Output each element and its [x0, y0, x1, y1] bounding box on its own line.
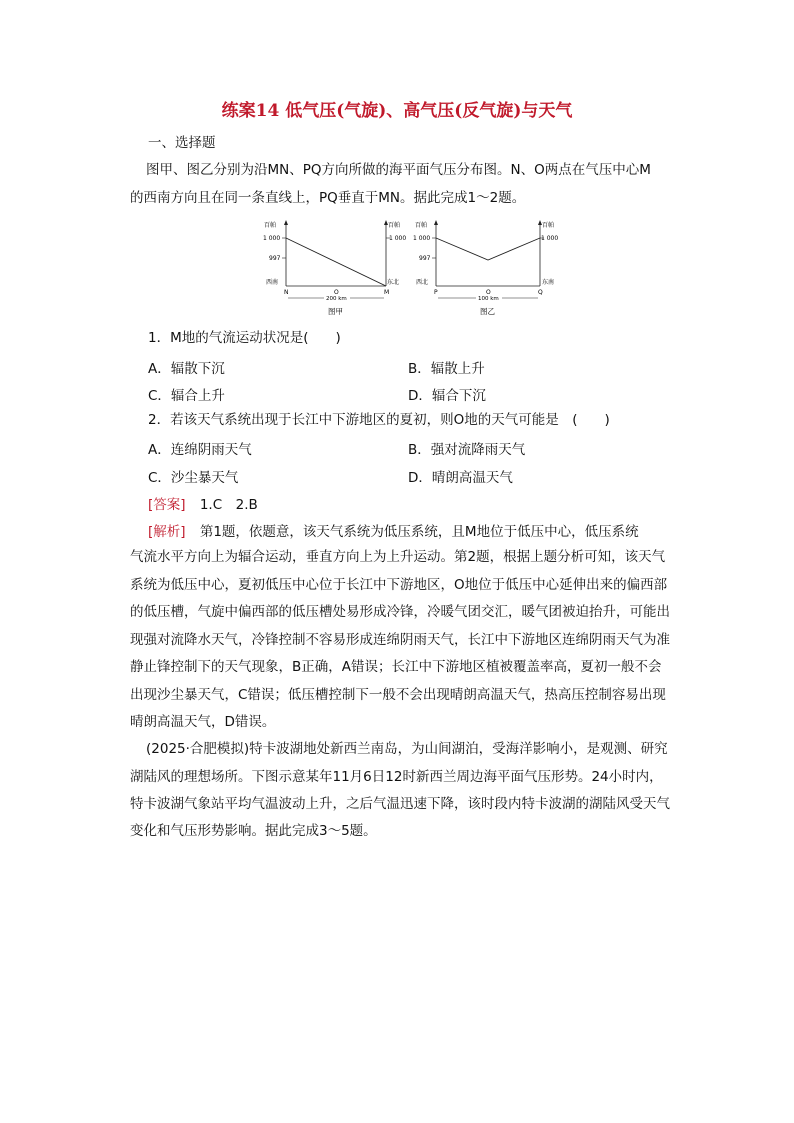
question-2-option-c: C．沙尘暴天气	[148, 470, 239, 486]
jia-label-997: 997	[269, 255, 281, 262]
yi-label-997: 997	[419, 255, 431, 262]
pressure-figures	[258, 214, 558, 322]
yi-dir-left: 西北	[416, 279, 429, 286]
intro-line-1: 图甲、图乙分别为沿MN、PQ方向所做的海平面气压分布图。N、O两点在气压中心M	[146, 162, 651, 178]
page-title: 练案14 低气压(气旋)、高气压(反气旋)与天气	[221, 101, 573, 121]
material-line-1: (2025·合肥模拟)特卡波湖地处新西兰南岛，为山间湖泊，受海洋影响小，是观测、研究	[146, 741, 668, 757]
analysis-line-6: 静止锋控制下的天气现象，B正确，A错误；长江中下游地区植被覆盖率高，夏初一般不会	[130, 659, 662, 675]
analysis-line-4: 的低压槽，气旋中偏西部的低压槽处易形成冷锋，冷暖气团交汇，暖气团被迫抬升，可能出	[130, 604, 670, 620]
question-2-option-b: B．强对流降雨天气	[408, 442, 526, 458]
analysis-line-1	[148, 520, 639, 540]
analysis-line-2: 气流水平方向上为辐合运动，垂直方向上为上升运动。第2题，根据上题分析可知，该天气	[130, 549, 666, 565]
jia-distance: 200 km	[326, 296, 347, 302]
question-1-option-a: A．辐散下沉	[148, 361, 225, 377]
yi-label-1000: 1 000	[413, 235, 431, 242]
question-1-option-c: C．辐合上升	[148, 388, 225, 404]
question-1-option-b: B．辐散上升	[408, 361, 485, 377]
section-heading: 一、选择题	[148, 135, 216, 151]
analysis-line-7: 出现沙尘暴天气，C错误；低压槽控制下一般不会出现晴朗高温天气，热高压控制容易出现	[130, 687, 666, 703]
answer-text: 1.C 2.B	[199, 497, 258, 513]
jia-unit-left: 百帕	[264, 222, 277, 229]
answer-line	[148, 493, 258, 513]
analysis-line-8: 晴朗高温天气，D错误。	[130, 714, 276, 730]
jia-dir-left: 西南	[266, 279, 279, 286]
analysis-label: [解析]	[148, 524, 186, 540]
jia-caption: 图甲	[328, 307, 343, 316]
jia-point-n: N	[284, 289, 289, 296]
yi-label-1000-right: 1 000	[541, 235, 558, 242]
yi-point-o: O	[486, 289, 491, 296]
figures-svg	[258, 214, 558, 322]
material-line-4: 变化和气压形势影响。据此完成3～5题。	[130, 823, 377, 839]
jia-label-1000-right: 1 000	[389, 235, 407, 242]
yi-distance: 100 km	[478, 296, 499, 302]
yi-unit-left: 百帕	[415, 222, 428, 229]
yi-left-axis-arrow-icon	[434, 220, 438, 225]
jia-point-o: O	[334, 289, 339, 296]
question-1-option-d: D．辐合下沉	[408, 388, 486, 404]
figure-yi	[413, 220, 558, 316]
yi-point-q: Q	[538, 289, 543, 296]
jia-unit-right: 百帕	[388, 222, 401, 229]
question-2-stem: 2．若该天气系统出现于长江中下游地区的夏初，则O地的天气可能是 ( )	[148, 412, 610, 428]
jia-pressure-line	[286, 238, 386, 286]
yi-point-p: P	[434, 289, 438, 296]
question-2-option-a: A．连绵阴雨天气	[148, 442, 252, 458]
question-2-option-d: D．晴朗高温天气	[408, 470, 513, 486]
analysis-line-5: 现强对流降水天气，冷锋控制不容易形成连绵阴雨天气，长江中下游地区连绵阴雨天气为准	[130, 632, 670, 648]
analysis-line-3: 系统为低压中心，夏初低压中心位于长江中下游地区，O地位于低压中心延伸出来的偏西部	[130, 577, 668, 593]
yi-caption: 图乙	[480, 307, 495, 316]
jia-dir-right: 东北	[387, 279, 400, 286]
yi-unit-right: 百帕	[542, 222, 555, 229]
analysis-text-1: 第1题，依题意，该天气系统为低压系统，且M地位于低压中心，低压系统	[199, 524, 639, 540]
question-1-stem: 1．M地的气流运动状况是( )	[148, 330, 341, 346]
intro-line-2: 的西南方向且在同一条直线上，PQ垂直于MN。据此完成1～2题。	[130, 190, 526, 206]
material-line-3: 特卡波湖气象站平均气温波动上升，之后气温迅速下降，该时段内特卡波湖的湖陆风受天气	[130, 796, 670, 812]
answer-label: [答案]	[148, 497, 186, 513]
yi-dir-right: 东南	[542, 279, 555, 286]
jia-point-m: M	[384, 289, 390, 296]
yi-pressure-line	[436, 238, 540, 260]
jia-left-axis-arrow-icon	[284, 220, 288, 225]
material-line-2: 湖陆风的理想场所。下图示意某年11月6日12时新西兰周边海平面气压形势。24小时内，	[130, 769, 663, 785]
jia-label-1000: 1 000	[263, 235, 281, 242]
figure-jia	[263, 220, 406, 316]
